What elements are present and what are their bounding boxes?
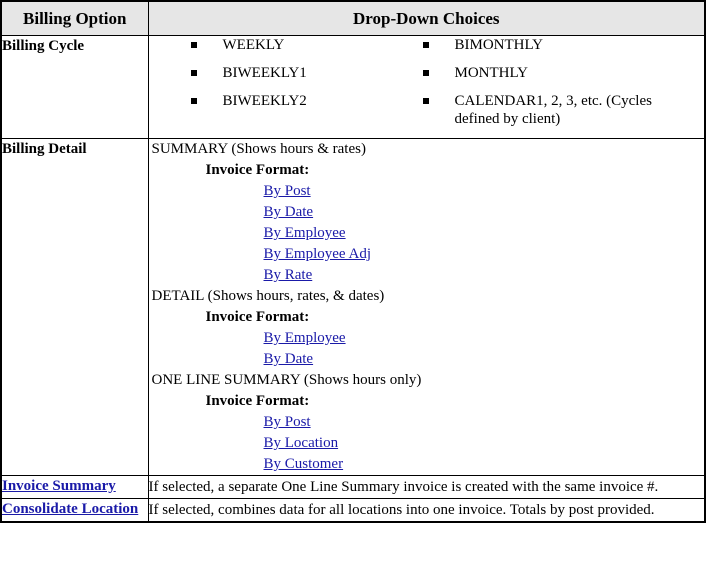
column-header-billing-option: Billing Option (1, 1, 148, 36)
detail-group-subheading-detail: Invoice Format: (205, 309, 310, 325)
list-item-label: CALENDAR1, 2, 3, etc. (Cycles defined by client) (454, 93, 652, 127)
table-row-consolidate-location (1, 499, 705, 523)
table-row-invoice-summary (1, 476, 705, 499)
detail-group-subheading-summary: Invoice Format: (205, 162, 310, 178)
list-item (411, 36, 701, 54)
billing-cycle-choices-column-2 (411, 36, 701, 138)
list-item-label: BIWEEKLY2 (222, 93, 307, 109)
detail-group-heading-summary: SUMMARY (Shows hours & rates) (151, 141, 366, 157)
table-header-row (1, 1, 705, 36)
row-label-cell-consolidate-location (1, 499, 148, 523)
link-invoice-summary[interactable]: Invoice Summary (2, 478, 116, 494)
link-row (149, 349, 705, 370)
table-row-billing-detail (1, 139, 705, 476)
list-item (411, 92, 701, 128)
link-one-line-by-customer[interactable]: By Customer (263, 456, 344, 472)
link-summary-by-employee[interactable]: By Employee (263, 225, 346, 241)
list-item (149, 36, 411, 54)
link-summary-by-employee-adj[interactable]: By Employee Adj (263, 246, 371, 262)
link-detail-by-employee[interactable]: By Employee (263, 330, 346, 346)
link-row (149, 328, 705, 349)
link-consolidate-location[interactable]: Consolidate Location (2, 501, 139, 517)
row-label-cell-invoice-summary (1, 476, 148, 499)
description-invoice-summary: If selected, a separate One Line Summary invoice is created with the same invoice #. (148, 476, 705, 499)
detail-group-heading-one-line-summary: ONE LINE SUMMARY (Shows hours only) (151, 372, 422, 388)
list-item (149, 92, 411, 110)
link-row (149, 244, 705, 265)
link-row (149, 433, 705, 454)
list-item-label: WEEKLY (222, 37, 285, 53)
row-label-billing-cycle: Billing Cycle (1, 36, 148, 139)
link-row (149, 265, 705, 286)
list-item (149, 64, 411, 82)
link-summary-by-post[interactable]: By Post (263, 183, 311, 199)
link-row (149, 454, 705, 475)
detail-group-subheading-one-line-summary: Invoice Format: (205, 393, 310, 409)
row-label-billing-detail: Billing Detail (1, 139, 148, 476)
link-one-line-by-post[interactable]: By Post (263, 414, 311, 430)
list-item-label: MONTHLY (454, 65, 528, 81)
square-bullet-icon (191, 98, 197, 104)
square-bullet-icon (191, 70, 197, 76)
link-row (149, 181, 705, 202)
detail-group-heading-detail: DETAIL (Shows hours, rates, & dates) (151, 288, 385, 304)
link-row (149, 223, 705, 244)
billing-cycle-choices-column-1 (149, 36, 411, 138)
link-row (149, 202, 705, 223)
list-item (411, 64, 701, 82)
billing-cycle-choices (148, 36, 705, 139)
column-header-drop-down-choices: Drop-Down Choices (148, 1, 705, 36)
link-summary-by-rate[interactable]: By Rate (263, 267, 313, 283)
square-bullet-icon (423, 70, 429, 76)
billing-detail-choices (148, 139, 705, 476)
square-bullet-icon (191, 42, 197, 48)
square-bullet-icon (423, 98, 429, 104)
square-bullet-icon (423, 42, 429, 48)
table-row-billing-cycle (1, 36, 705, 139)
list-item-label: BIMONTHLY (454, 37, 543, 53)
list-item-label: BIWEEKLY1 (222, 65, 307, 81)
link-summary-by-date[interactable]: By Date (263, 204, 314, 220)
link-one-line-by-location[interactable]: By Location (263, 435, 339, 451)
link-row (149, 412, 705, 433)
link-detail-by-date[interactable]: By Date (263, 351, 314, 367)
description-consolidate-location: If selected, combines data for all locations into one invoice. Totals by post provided. (148, 499, 705, 523)
